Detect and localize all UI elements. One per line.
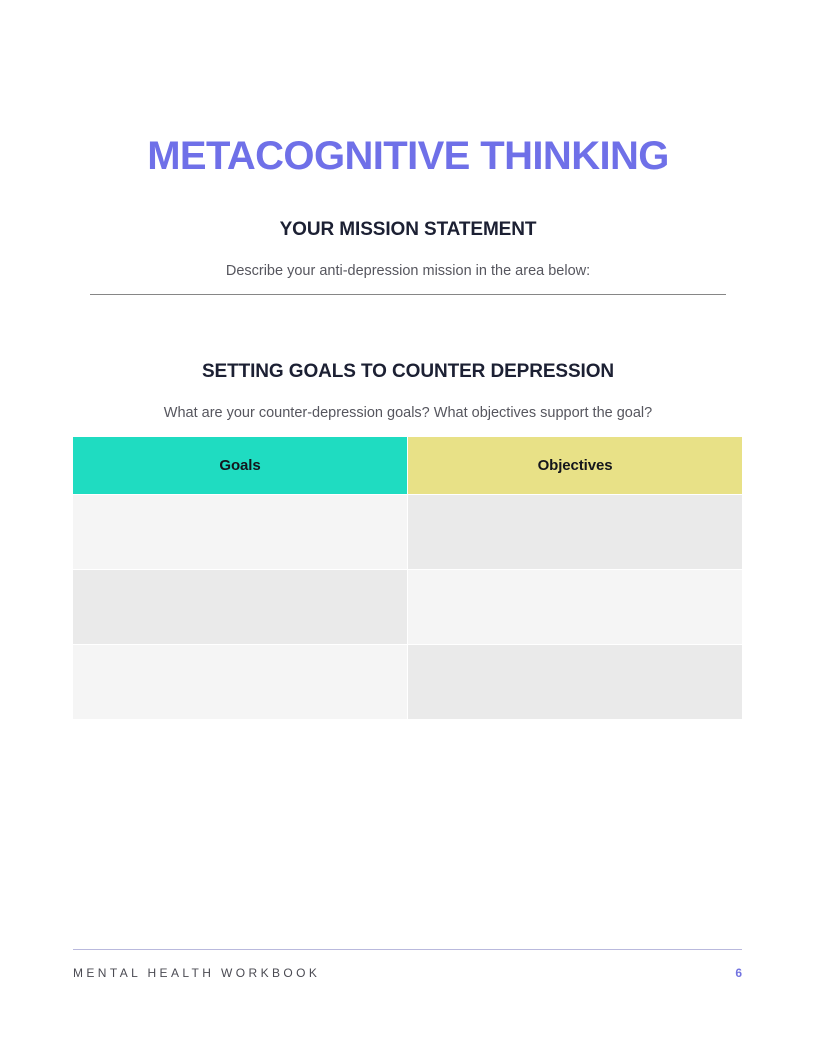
table-cell-goals[interactable] bbox=[73, 495, 407, 569]
goals-objectives-table bbox=[73, 437, 742, 720]
mission-statement-writing-line[interactable] bbox=[90, 294, 726, 295]
page-footer bbox=[73, 966, 742, 980]
footer-page-number: 6 bbox=[735, 966, 742, 980]
section-subtext-mission-statement: Describe your anti-depression mission in the area below: bbox=[225, 262, 591, 279]
section-heading-mission-statement: YOUR MISSION STATEMENT bbox=[279, 218, 537, 240]
section-subtext-setting-goals: What are your counter-depression goals? What objectives support the goal? bbox=[163, 404, 653, 421]
table-header-objectives: Objectives bbox=[408, 437, 742, 494]
table-cell-goals[interactable] bbox=[73, 645, 407, 719]
footer-workbook-label: MENTAL HEALTH WORKBOOK bbox=[73, 966, 321, 980]
table-cell-goals[interactable] bbox=[73, 570, 407, 644]
table-header-goals: Goals bbox=[73, 437, 407, 494]
table-row bbox=[73, 495, 742, 569]
table-cell-objectives[interactable] bbox=[408, 495, 742, 569]
table-row bbox=[73, 645, 742, 719]
page-title: METACOGNITIVE THINKING bbox=[147, 133, 669, 178]
table-row bbox=[73, 570, 742, 644]
table-header-row bbox=[73, 437, 742, 494]
section-heading-setting-goals: SETTING GOALS TO COUNTER DEPRESSION bbox=[201, 360, 615, 382]
table-cell-objectives[interactable] bbox=[408, 570, 742, 644]
footer-divider bbox=[73, 949, 742, 950]
table-cell-objectives[interactable] bbox=[408, 645, 742, 719]
